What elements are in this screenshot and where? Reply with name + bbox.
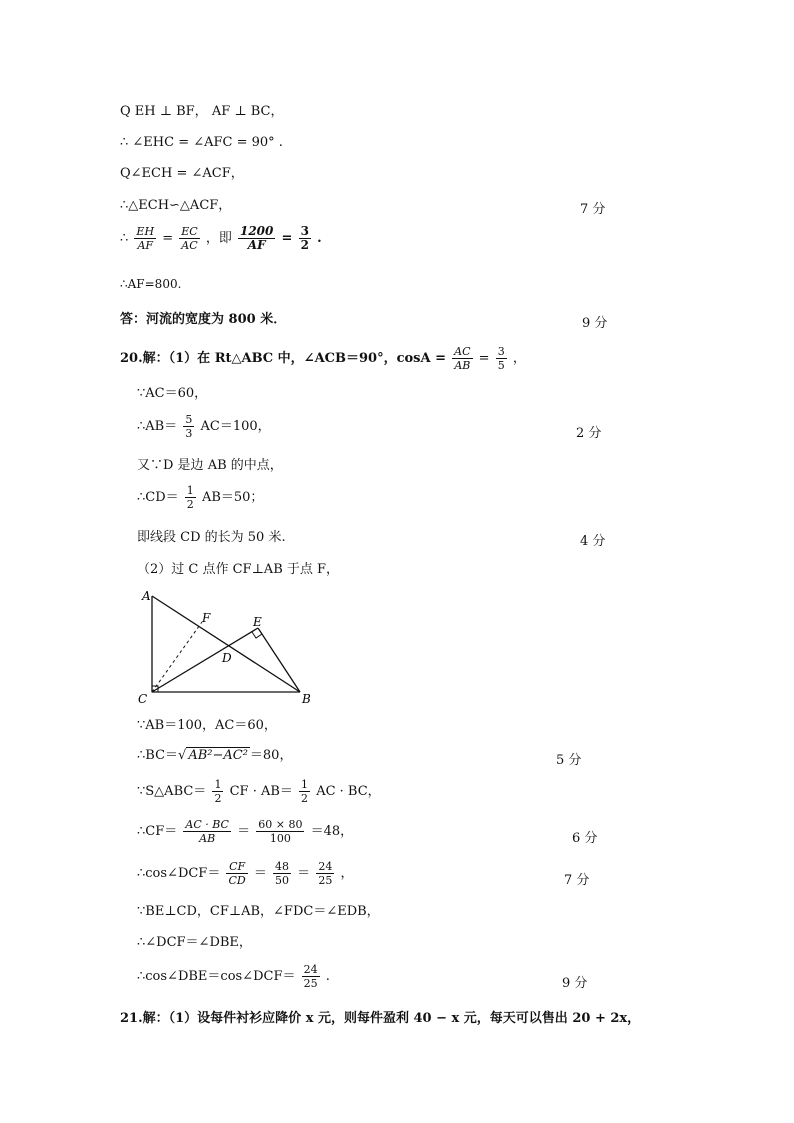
line-right-angles: ∴ ∠EHC = ∠AFC = 90° . <box>120 135 283 150</box>
line-answer: 答：河流的宽度为 800 米． <box>120 312 287 327</box>
segment-ce <box>152 628 258 692</box>
line-cos-dcf: ∴cos∠DCF＝ $\frac{CF}{CD}$ ＝ $\frac{48}{50}$ ＝ $\frac{24}{25}$ ， <box>137 860 354 887</box>
score-7: 7 分 <box>580 202 606 217</box>
label-f: F <box>202 611 211 625</box>
segment-cf-dashed <box>152 622 202 692</box>
line-part2: （2）过 C 点作 CF⊥AB 于点 F， <box>137 562 340 577</box>
line-cd-length: 即线段 CD 的长为 50 米. <box>137 530 286 545</box>
line-cd: ∴CD＝ $\frac{1}{2}$ AB＝50； <box>137 484 264 511</box>
line-perpendicular: Q EH ⊥ BF， AF ⊥ BC， <box>120 104 284 119</box>
label-d: D <box>222 651 232 665</box>
line-bc: ∴BC＝√ AB²−AC² ＝80， <box>137 748 293 763</box>
score-2: 2 分 <box>576 426 602 441</box>
line-af-result: ∴AF=800. <box>120 277 182 291</box>
line-similar-triangles: ∴△ECH∽△ACF， <box>120 198 232 213</box>
score-4: 4 分 <box>580 534 606 549</box>
line-cos-dbe: ∴cos∠DBE＝cos∠DCF＝ $\frac{24}{25}$ . <box>137 963 330 990</box>
label-c: C <box>138 692 148 706</box>
score-5: 5 分 <box>556 753 582 768</box>
line-angle-eq: ∴∠DCF＝∠DBE， <box>137 935 252 950</box>
line-ac: ∵AC＝60， <box>137 386 208 401</box>
line-cf: ∴CF＝ $\frac{AC \cdot BC}{AB}$ ＝ $\frac{60 \times 80}{100}$ ＝48， <box>137 818 354 845</box>
score-7b: 7 分 <box>564 873 590 888</box>
score-9b: 9 分 <box>562 976 588 991</box>
line-midpoint: 又∵D 是边 AB 的中点， <box>137 458 283 473</box>
triangle-diagram <box>132 586 322 706</box>
line-ab: ∴AB＝ $\frac{5}{3}$ AC＝100， <box>137 413 271 440</box>
segment-ab <box>152 596 300 692</box>
line-20-intro: 20.解：（1）在 Rt△ABC 中，∠ACB＝90°，cosA = $\frac{AC}{AB}$ = $\frac{3}{5}$ ， <box>120 345 526 372</box>
line-area: ∵S△ABC＝ $\frac{1}{2}$ CF · AB＝ $\frac{1}{2}$ AC · BC， <box>137 778 381 805</box>
line-ratio: ∴ $\frac{EH}{AF}$ = $\frac{EC}{AC}$ ，即 $\frac{1200}{AF}$ = $\frac{3}{2}$ . <box>120 224 322 252</box>
label-a: A <box>142 589 151 603</box>
score-6: 6 分 <box>572 831 598 846</box>
label-e: E <box>253 615 262 629</box>
line-equal-angles: Q∠ECH = ∠ACF， <box>120 166 244 181</box>
line-given: ∵AB＝100，AC＝60， <box>137 718 277 733</box>
line-perpendiculars: ∵BE⊥CD，CF⊥AB，∠FDC＝∠EDB， <box>137 904 380 919</box>
label-b: B <box>302 692 311 706</box>
line-21-intro: 21.解：（1）设每件衬衫应降价 x 元，则每件盈利 40 − x 元，每天可以售出 20 + 2x， <box>120 1011 641 1026</box>
segment-eb <box>258 628 300 692</box>
score-9: 9 分 <box>582 316 608 331</box>
